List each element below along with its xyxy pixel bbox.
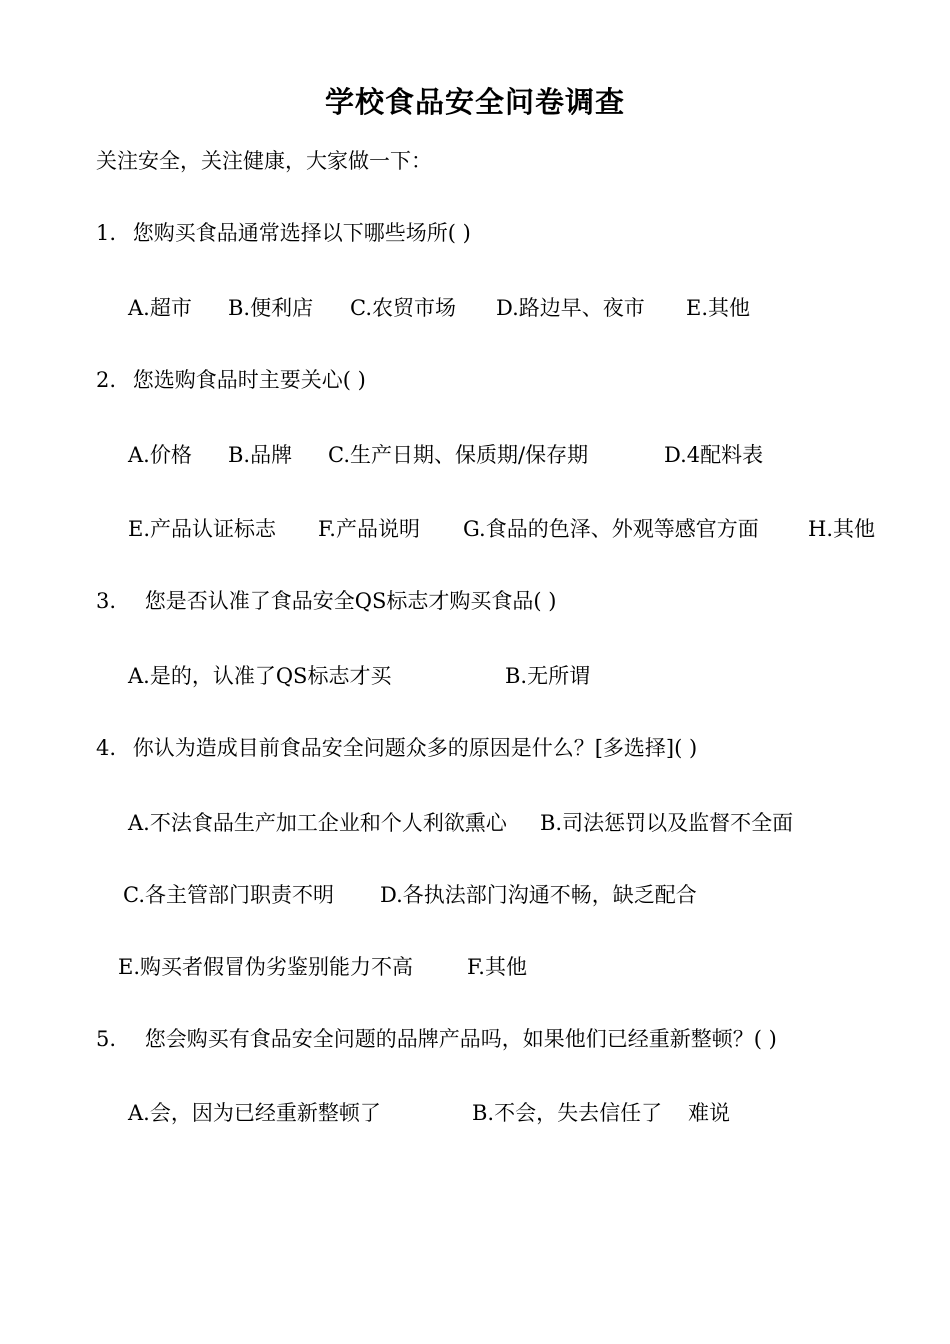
question-text: 您会购买有食品安全问题的品牌产品吗，如果他们已经重新整顿？( ) <box>144 1027 777 1051</box>
question-number: 3. <box>96 589 117 613</box>
q2-option-g: G.食品的色泽、外观等感官方面 <box>463 517 759 541</box>
q5-option-c: 难说 <box>688 1101 730 1125</box>
q2-option-b: B.品牌 <box>228 443 293 467</box>
q2-option-h: H.其他 <box>808 517 875 541</box>
page-title: 学校食品安全问卷调查 <box>324 85 625 119</box>
q1-option-a: A.超市 <box>128 296 192 320</box>
question-text: 您选购食品时主要关心( ) <box>132 368 366 392</box>
question-text: 你认为造成目前食品安全问题众多的原因是什么？[多选择]( ) <box>132 736 698 760</box>
q1-option-d: D.路边早、夜市 <box>496 296 645 320</box>
question-4 <box>96 733 697 763</box>
q1-option-e: E.其他 <box>686 296 751 320</box>
question-number: 1. <box>96 221 117 245</box>
q4-option-f: F.其他 <box>467 955 527 979</box>
q5-option-b: B.不会，失去信任了 <box>472 1101 663 1125</box>
question-3 <box>96 586 556 616</box>
question-number: 2. <box>96 368 117 392</box>
q2-option-d: D.4配料表 <box>664 443 764 467</box>
q1-option-c: C.农贸市场 <box>350 296 456 320</box>
q1-option-b: B.便利店 <box>228 296 314 320</box>
q4-option-e: E.购买者假冒伪劣鉴别能力不高 <box>118 955 414 979</box>
q2-option-f: F.产品说明 <box>318 517 420 541</box>
question-5 <box>96 1024 777 1054</box>
q4-option-c: C.各主管部门职责不明 <box>123 883 334 907</box>
q4-option-d: D.各执法部门沟通不畅，缺乏配合 <box>380 883 697 907</box>
question-2 <box>96 365 366 395</box>
q5-option-a: A.会，因为已经重新整顿了 <box>128 1101 381 1125</box>
q2-option-a: A.价格 <box>128 443 192 467</box>
intro-text: 关注安全，关注健康，大家做一下： <box>96 149 432 173</box>
q4-option-b: B.司法惩罚以及监督不全面 <box>540 811 794 835</box>
q2-option-c: C.生产日期、保质期/保存期 <box>328 443 589 467</box>
q4-option-a: A.不法食品生产加工企业和个人利欲熏心 <box>128 811 507 835</box>
question-number: 4. <box>96 736 117 760</box>
q3-option-a: A.是的，认准了QS标志才买 <box>128 664 392 688</box>
q2-option-e: E.产品认证标志 <box>128 517 277 541</box>
question-text: 您是否认准了食品安全QS标志才购买食品( ) <box>144 589 557 613</box>
question-text: 您购买食品通常选择以下哪些场所( ) <box>132 221 471 245</box>
q3-option-b: B.无所谓 <box>505 664 591 688</box>
question-number: 5. <box>96 1027 117 1051</box>
question-1 <box>96 218 471 248</box>
